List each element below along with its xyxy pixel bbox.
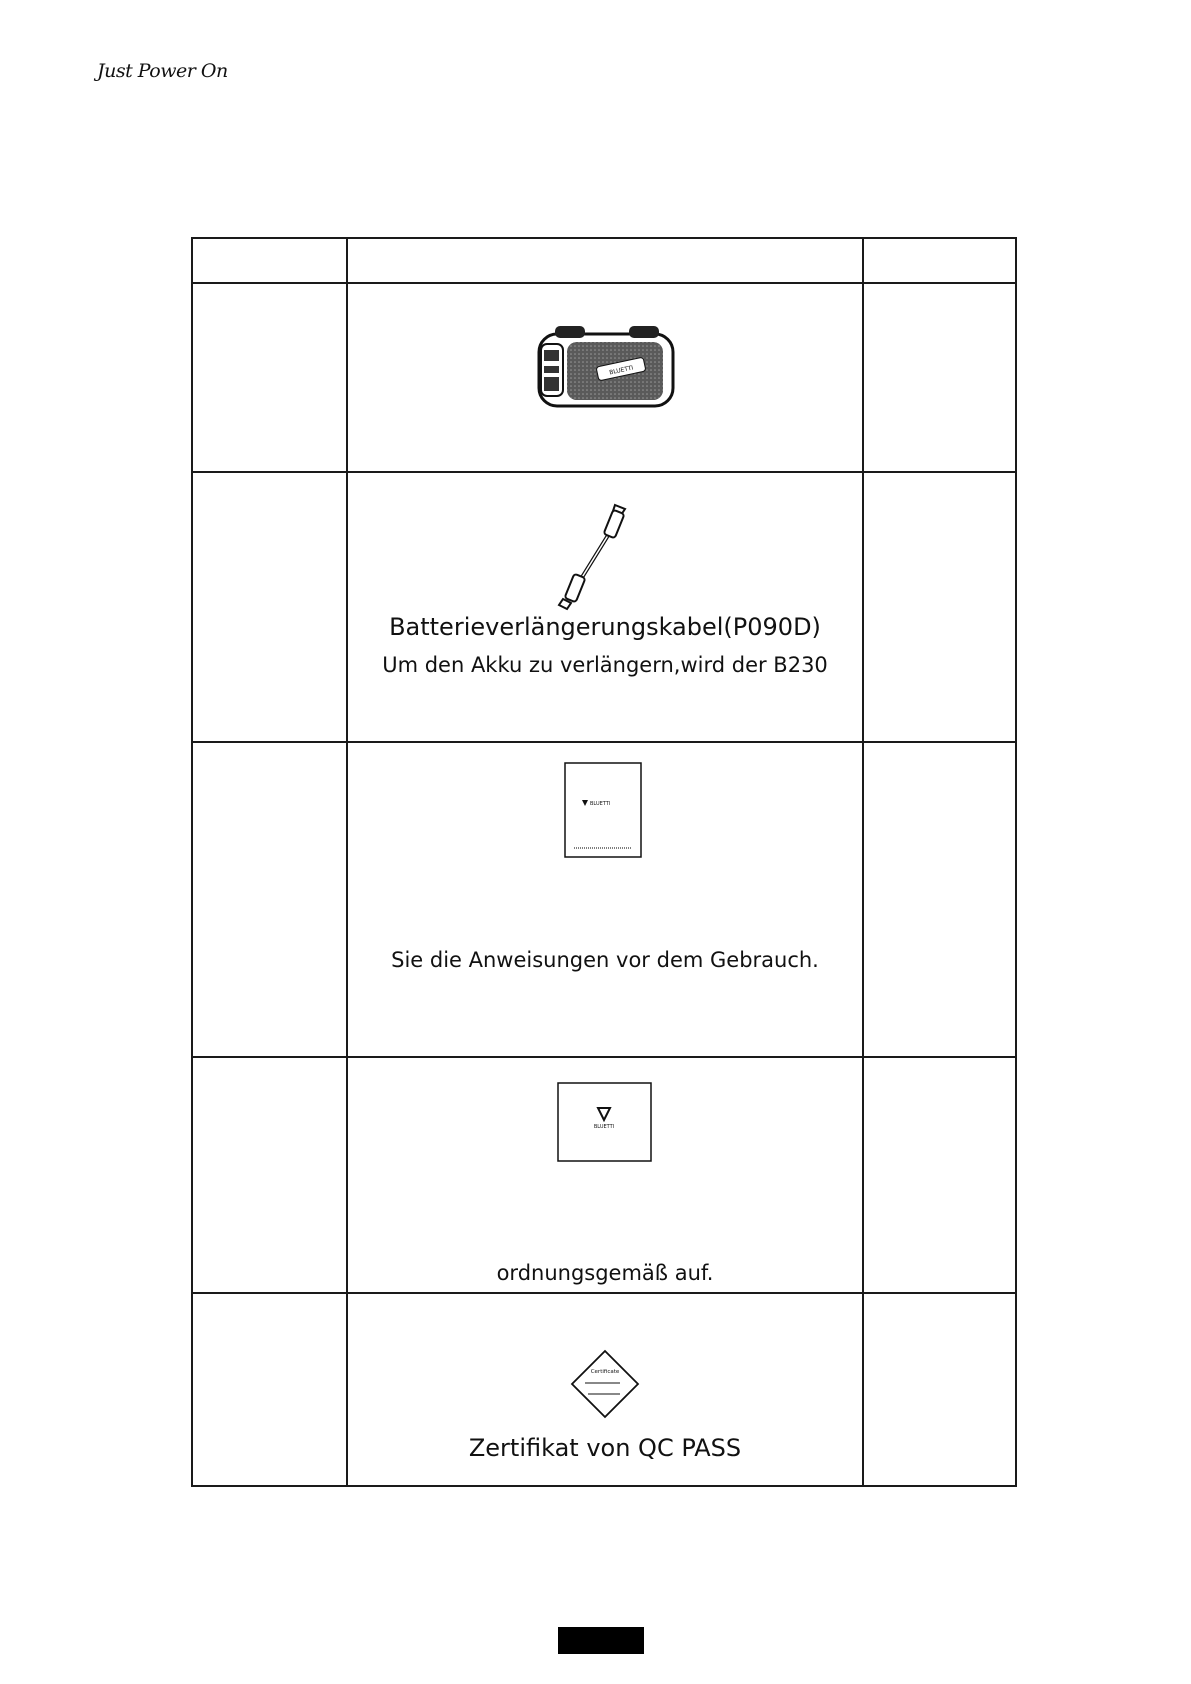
page-number-bar — [558, 1627, 644, 1654]
header-cell-description — [347, 238, 863, 283]
table-row — [192, 742, 1016, 1057]
table-row — [192, 1293, 1016, 1486]
brand-slogan: Just Power On — [97, 60, 228, 82]
item-quantity-cell — [863, 1057, 1016, 1293]
item-quantity-cell — [863, 1293, 1016, 1486]
cable-title: Batterieverlängerungskabel(P090D) — [389, 613, 821, 641]
cable-description: Um den Akku zu verlängern,wird der B230 — [382, 653, 828, 677]
item-description-cell — [347, 742, 863, 1057]
item-name-cell — [192, 472, 347, 742]
item-quantity-cell — [863, 742, 1016, 1057]
table-row — [192, 1057, 1016, 1293]
header-cell-quantity — [863, 238, 1016, 283]
extension-cable-illustration — [553, 501, 633, 611]
qc-certificate-illustration — [570, 1349, 640, 1419]
item-name-cell — [192, 742, 347, 1057]
table-header-row — [192, 238, 1016, 283]
item-quantity-cell — [863, 472, 1016, 742]
item-description-cell — [347, 1057, 863, 1293]
card-description: ordnungsgemäß auf. — [496, 1261, 714, 1285]
package-contents-table — [191, 237, 1017, 1487]
header-cell-item — [192, 238, 347, 283]
card-logo-text: BLUETTI — [593, 1124, 615, 1130]
card-illustration — [557, 1082, 652, 1162]
manual-description: Sie die Anweisungen vor dem Gebrauch. — [391, 948, 819, 972]
user-manual-illustration — [564, 762, 642, 858]
item-quantity-cell — [863, 283, 1016, 472]
item-name-cell — [192, 283, 347, 472]
item-name-cell — [192, 1057, 347, 1293]
item-name-cell — [192, 1293, 347, 1486]
battery-unit-illustration — [533, 320, 678, 415]
table-row — [192, 472, 1016, 742]
item-description-cell — [347, 472, 863, 742]
manual-logo-text: BLUETTI — [590, 801, 611, 807]
item-description-cell — [347, 283, 863, 472]
certificate-title: Zertifikat von QC PASS — [468, 1434, 742, 1462]
item-description-cell — [347, 1293, 863, 1486]
table-row — [192, 283, 1016, 472]
battery-logo-text: BLUETTI — [608, 364, 634, 377]
certificate-label: Certificate — [590, 1369, 620, 1375]
